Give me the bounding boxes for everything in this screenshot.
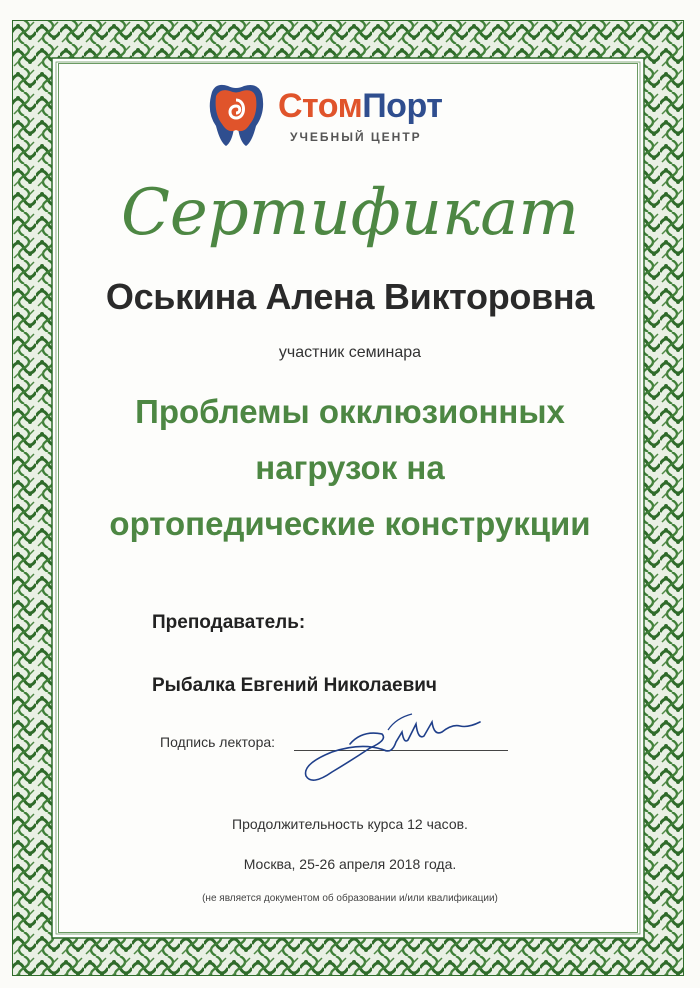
certificate-title: Сертификат [120,176,580,250]
place-and-date: Москва, 25-26 апреля 2018 года. [243,856,457,872]
teacher-label: Преподаватель: [152,612,306,633]
disclaimer: (не является документом об образовании и/или квалификации) [202,893,498,904]
seminar-title-line: Проблемы окклюзионных [135,393,565,430]
logo-name-part2: Порт [362,87,443,125]
tooth-logo-icon [206,82,266,148]
handwritten-signature-icon [292,700,492,790]
seminar-title [0,384,700,552]
logo-wordmark [278,86,442,126]
signature-label: Подпись лектора: [160,734,276,750]
teacher-name: Рыбалка Евгений Николаевич [152,675,437,696]
logo-name-part1: Стом [278,87,363,125]
participant-role: участник семинара [278,344,422,361]
recipient-name: Оськина Алена Викторовна [105,276,595,317]
course-duration: Продолжительность курса 12 часов. [232,816,468,832]
seminar-title-line: нагрузок на [255,449,445,486]
stomport-logo [206,82,486,152]
seminar-title-line: ортопедические конструкции [109,505,591,542]
logo-subtitle: УЧЕБНЫЙ ЦЕНТР [290,130,422,144]
